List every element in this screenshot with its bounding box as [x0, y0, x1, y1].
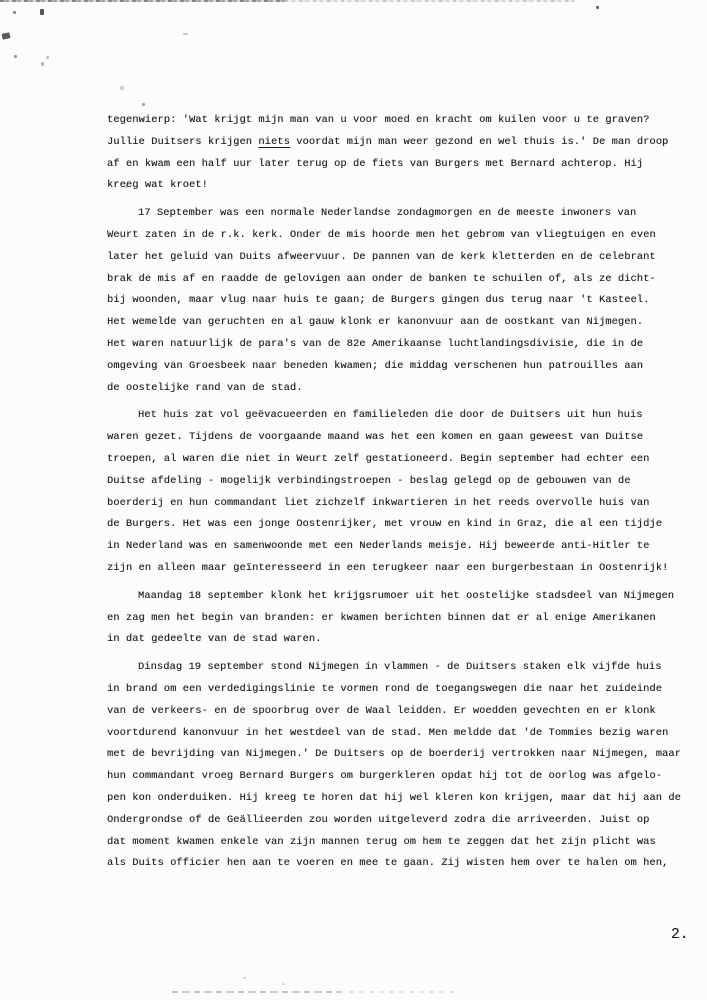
- paragraph: [107, 110, 685, 197]
- text-line: tegenwierp: 'Wat krijgt mijn man van u voor moed en kracht om kuilen voor u te graven?: [107, 114, 650, 126]
- text-line: met de bevrijding van Nijmegen.' De Duitsers op de boerderij vertrokken naar Nijmegen, maar: [107, 748, 681, 761]
- paragraph: [107, 657, 685, 875]
- text-line: Het wemelde van geruchten en al gauw klonk er kanonvuur aan de oostkant van Nijmegen.: [107, 316, 644, 329]
- scan-artifact: [46, 56, 49, 59]
- scan-artifact: [120, 86, 124, 90]
- page-number: 2.: [671, 927, 689, 943]
- text-line: Het waren natuurlijk de para's van de 82e Amerikaanse luchtlandingsdivisie, die in de: [107, 337, 644, 350]
- text-line: van de verkeers- en de spoorbrug over de Waal leidden. Er woedden gevechten en er klonk: [107, 704, 656, 717]
- text-line: in dat gedeelte van de stad waren.: [107, 633, 322, 646]
- scan-artifact: [183, 33, 188, 35]
- text-line: omgeving van Groesbeek naar beneden kwamen; die middag verschenen hun patrouilles aan: [107, 359, 644, 372]
- scan-artifact: [596, 6, 599, 9]
- scan-artifact: [13, 11, 16, 14]
- text-line: brak de mis af en raadde de gelovigen aan onder de banken te schuilen of, als ze dicht-: [107, 272, 656, 285]
- text-line: de oostelijke rand van de stad.: [107, 381, 303, 394]
- text-line: zijn en alleen maar geïnteresseerd in een terugkeer naar een burgerbestaan in Oostenrijk!: [107, 561, 669, 574]
- scan-artifact: [41, 62, 44, 66]
- text-line: troepen, al waren die niet in Weurt zelf gestationeerd. Begin september had echter een: [107, 452, 650, 465]
- text-line: hun commandant vroeg Bernard Burgers om burgerkleren opdat hij tot de oorlog was afgelo-: [107, 770, 663, 783]
- text-line: in brand om een verdedigingslinie te vormen rond de toegangswegen die naar het zuideinde: [107, 682, 663, 695]
- text-line: als Duits officier hen aan te voeren en mee te gaan. Zij wisten hem over te halen om hen,: [107, 857, 669, 870]
- text-line: en zag men het begin van branden: er kwamen berichten binnen dat er al enige Amerikanen: [107, 611, 656, 624]
- scan-artifact: [14, 55, 17, 58]
- text-line: Duitse afdeling - mogelijk verbindingstroepen - beslag gelegd op de gebouwen van de: [107, 474, 631, 487]
- text-line: 17 September was een normale Nederlandse zondagmorgen en de meeste inwoners van: [138, 207, 637, 220]
- text-line: voortdurend kanonvuur in het westdeel van de stad. Men meldde dat 'de Tommies bezig waren: [107, 726, 669, 739]
- text-line: de Burgers. Het was een jonge Oostenrijker, met vrouw en kind in Graz, die al een tijdje: [107, 518, 663, 531]
- scan-artifact: [142, 103, 145, 106]
- paragraph: [107, 203, 685, 399]
- text-line: later het geluid van Duits afweervuur. De pannen van de kerk kletterden en de celebrant: [107, 250, 656, 263]
- paragraph: [107, 586, 685, 651]
- scan-artifact: [40, 9, 44, 15]
- text-line: kreeg wat kroet!: [107, 179, 208, 192]
- scan-artifact: [285, 0, 575, 2]
- text-line: af en kwam een half uur later terug op de fiets van Burgers met Bernard achterop. Hij: [107, 157, 644, 170]
- text-line: waren gezet. Tijdens de voorgaande maand was het een komen en gaan geweest van Duitse: [107, 431, 644, 444]
- text-line: Maandag 18 september klonk het krijgsrumoer uit het oostelijke stadsdeel van Nijmegen: [138, 589, 675, 602]
- scan-artifact: [0, 0, 285, 2]
- text-line: Weurt zaten in de r.k. kerk. Onder de mis hoorde men het gebrom van vliegtuigen en even: [107, 228, 656, 241]
- text-line: Het huis zat vol geëvacueerden en familieleden die door de Duitsers uit hun huis: [138, 409, 643, 422]
- text-line: Dinsdag 19 september stond Nijmegen in vlammen - de Duitsers staken elk vijfde huis: [138, 661, 662, 674]
- text-line: in Nederland was en samenwoonde met een Nederlands meisje. Hij beweerde anti-Hitler te: [107, 540, 650, 553]
- text-line: Jullie Duitsers krijgen niets voordat mijn man weer gezond en wel thuis is.' De man droop: [107, 135, 669, 148]
- text-line: Ondergrondse of de Geällieerden zou worden uitgeleverd zodra die arriveerden. Juist op: [107, 813, 650, 826]
- scan-artifact: [172, 991, 342, 993]
- text-line: pen kon onderduiken. Hij kreeg te horen dat hij wel kleren kon krijgen, maar dat hij aan de: [107, 791, 681, 804]
- text-line: bij woonden, maar vlug naar huis te gaan; de Burgers gingen dus terug naar 't Kasteel.: [107, 294, 650, 307]
- typewritten-text: [107, 110, 685, 875]
- paragraph: [107, 405, 685, 579]
- scan-artifact: [243, 977, 246, 979]
- scan-artifact: [282, 983, 284, 985]
- scan-artifact: [350, 991, 460, 993]
- scan-artifact: [1, 32, 10, 40]
- text-line: boerderij en hun commandant liet zichzelf inkwartieren in het reeds overvolle huis van: [107, 496, 650, 509]
- text-line: dat moment kwamen enkele van zijn mannen terug om hem te zeggen dat het zijn plicht was: [107, 835, 656, 848]
